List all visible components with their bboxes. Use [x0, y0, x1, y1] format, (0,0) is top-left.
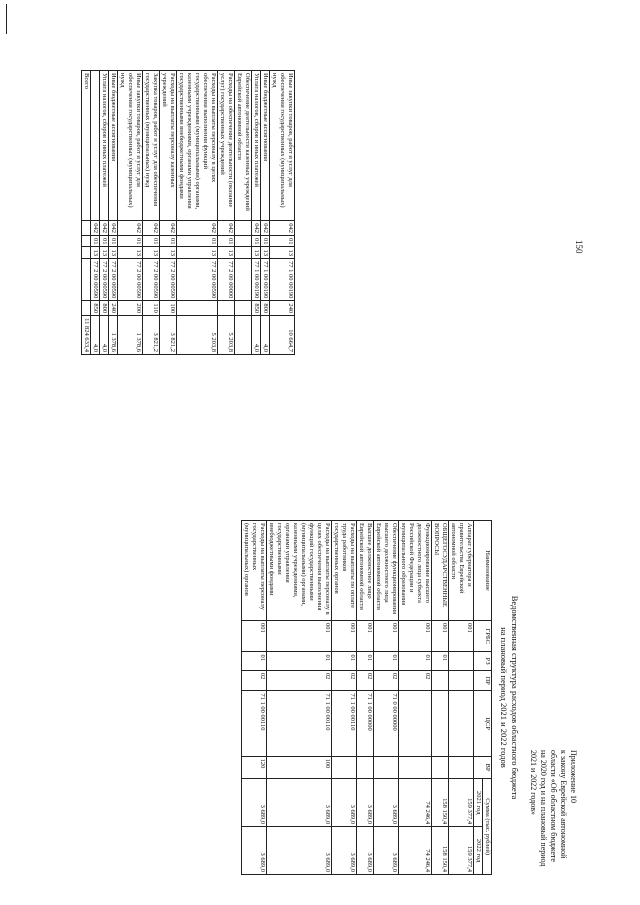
header-rz: РЗ — [474, 652, 492, 670]
row-2022: 74 246,4 — [399, 827, 432, 875]
row-pr: 02 — [399, 670, 432, 691]
row-2022: 158 150,4 — [432, 827, 449, 875]
row-vr: 120 — [242, 756, 267, 779]
row-gr — [235, 221, 252, 236]
header-2022: 2022 год — [474, 827, 483, 875]
row-pr: 13 — [218, 247, 235, 259]
row-name: Уплата налогов, сборов и иных платежей — [100, 71, 109, 221]
row-grbs: 001 — [432, 621, 449, 652]
table-row — [118, 71, 143, 355]
row-csr: 77 2 00 00590 — [143, 258, 160, 300]
row-sum: 4,0 — [100, 316, 109, 355]
document-title-line: Ведомственная структура расходов областного бюджета — [510, 595, 520, 800]
table-row — [235, 71, 252, 355]
row-sum: 1 378,6 — [109, 316, 118, 355]
row-pr: 13 — [270, 247, 295, 259]
row-gr: 042 — [160, 221, 177, 236]
row-2022: 3 689,0 — [357, 827, 374, 875]
row-gr: 042 — [143, 221, 160, 236]
top-table-region — [10, 70, 295, 390]
row-vr: 100 — [160, 301, 177, 316]
row-vr: 240 — [109, 301, 118, 316]
row-pr — [235, 247, 252, 259]
row-vr: 200 — [118, 301, 143, 316]
appendix-line: Приложение 10 — [569, 750, 578, 803]
row-csr: 77 1 00 00190 — [261, 258, 270, 300]
row-name: Расходы на выплаты персоналу государственных (муниципальных) органов — [242, 521, 267, 621]
row-sum: 11 824 633,4 — [82, 316, 91, 355]
row-rz: 01 — [332, 652, 357, 670]
row-grbs: 001 — [374, 621, 399, 652]
row-pr: 13 — [177, 247, 218, 259]
row-name: Расходы на обеспечение деятельности (оказание услуг) государственных учреждений — [218, 71, 235, 221]
row-rz: 01 — [267, 652, 332, 670]
row-pr: 02 — [242, 670, 267, 691]
row-csr — [449, 691, 474, 756]
document-title-line: на плановый период 2021 и 2022 годов — [499, 627, 509, 768]
row-vr: 800 — [261, 301, 270, 316]
table-row — [242, 521, 267, 875]
row-vr — [177, 301, 218, 316]
row-rz: 01 — [143, 235, 160, 247]
row-sum: 5 203,8 — [177, 316, 218, 355]
row-rz: 01 — [399, 652, 432, 670]
row-rz: 01 — [242, 652, 267, 670]
table-row — [218, 71, 235, 355]
row-vr: 850 — [91, 301, 100, 316]
row-csr: 77 1 00 00190 — [270, 258, 295, 300]
row-pr: 02 — [332, 670, 357, 691]
row-csr — [235, 258, 252, 300]
table-row — [252, 71, 261, 355]
row-name: Иные закупки товаров, работ и услуг для обеспечения государственных (муниципальных) нужд — [270, 71, 295, 221]
row-rz: 01 — [252, 235, 261, 247]
row-name: Иные бюджетные ассигнования — [261, 71, 270, 221]
table-row — [399, 521, 432, 875]
row-2022: 3 689,0 — [242, 827, 267, 875]
row-name — [91, 71, 100, 221]
budget-continuation-table — [81, 70, 295, 355]
row-name: Расходы на выплаты по оплате труда работников государственных органов — [332, 521, 357, 621]
table-row — [100, 71, 109, 355]
appendix-region — [138, 520, 578, 875]
row-sum: 4,0 — [91, 316, 100, 355]
row-pr — [82, 247, 91, 259]
appendix-header — [528, 750, 578, 880]
row-vr — [374, 756, 399, 779]
row-rz: 01 — [109, 235, 118, 247]
row-gr: 042 — [91, 221, 100, 236]
row-grbs: 001 — [449, 621, 474, 652]
row-grbs: 001 — [399, 621, 432, 652]
row-gr: 042 — [118, 221, 143, 236]
row-pr: 02 — [374, 670, 399, 691]
table-row — [270, 71, 295, 355]
row-csr: 77 2 00 00590 — [160, 258, 177, 300]
row-vr — [449, 756, 474, 779]
row-grbs: 001 — [242, 621, 267, 652]
table-row — [109, 71, 118, 355]
row-grbs: 001 — [332, 621, 357, 652]
row-2022: 159 377,4 — [449, 827, 474, 875]
document-title — [498, 520, 520, 875]
row-2021: 3 689,0 — [332, 779, 357, 827]
row-csr: 77 2 00 00590 — [118, 258, 143, 300]
row-rz: 01 — [177, 235, 218, 247]
row-pr: 02 — [267, 670, 332, 691]
row-rz: 01 — [100, 235, 109, 247]
row-2021: 159 377,4 — [449, 779, 474, 827]
row-csr: 71 1 00 00110 — [242, 691, 267, 756]
table-row — [357, 521, 374, 875]
row-2021: 158 150,4 — [432, 779, 449, 827]
row-csr — [82, 258, 91, 300]
row-rz — [82, 235, 91, 247]
row-name: Всего — [82, 71, 91, 221]
row-name: Обеспечение деятельности казенных учреждений Еврейской автономной области — [235, 71, 252, 221]
row-name: Обеспечение функционирования высшего должностного лица Еврейской автономной области — [374, 521, 399, 621]
row-name: Иные бюджетные ассигнования — [109, 71, 118, 221]
row-csr: 77 2 00 00590 — [177, 258, 218, 300]
row-name: Расходы на выплаты персоналу в целях обеспечения выполнения функций государственными (муниципальными) органами, казенными учреждениями, органами управления государственными внебюджетными фондами — [177, 71, 218, 221]
row-csr: 77 2 00 00590 — [100, 258, 109, 300]
row-name: ОБЩЕГОСУДАРСТВЕННЫЕ ВОПРОСЫ — [432, 521, 449, 621]
row-vr — [332, 756, 357, 779]
row-grbs: 001 — [357, 621, 374, 652]
row-csr: 71 1 00 00000 — [357, 691, 374, 756]
row-vr — [432, 756, 449, 779]
row-rz: 01 — [160, 235, 177, 247]
row-rz: 01 — [261, 235, 270, 247]
row-pr: 13 — [252, 247, 261, 259]
header-csr: ЦСР — [474, 691, 492, 756]
row-vr — [399, 756, 432, 779]
row-2021: 3 689,0 — [357, 779, 374, 827]
row-pr: 13 — [261, 247, 270, 259]
row-pr: 13 — [160, 247, 177, 259]
row-pr: 02 — [357, 670, 374, 691]
table-row — [160, 71, 177, 355]
header-sum: Сумма (тыс. рублей) — [483, 779, 492, 875]
table-row — [82, 71, 91, 355]
row-sum: 10 664,7 — [270, 316, 295, 355]
row-rz — [235, 235, 252, 247]
row-pr: 13 — [91, 247, 100, 259]
header-vr: ВР — [474, 756, 492, 779]
row-2022: 3 689,0 — [332, 827, 357, 875]
row-name: Расходы на выплаты персоналу в целях обеспечения выполнения функций государственными (муниципальными) органами, казенными учреждениями, органами управления государственными внебюджетными фондами — [267, 521, 332, 621]
row-sum: 3 821,2 — [143, 316, 160, 355]
table-row — [261, 71, 270, 355]
row-gr: 042 — [109, 221, 118, 236]
header-grbs: ГРБС — [474, 621, 492, 652]
row-pr: 13 — [143, 247, 160, 259]
row-pr — [449, 670, 474, 691]
row-rz: 01 — [91, 235, 100, 247]
row-csr — [399, 691, 432, 756]
table-row — [432, 521, 449, 875]
row-2022: 3 689,0 — [374, 827, 399, 875]
row-2021: 74 246,4 — [399, 779, 432, 827]
page-edge-mark — [6, 4, 7, 34]
row-2021: 3 689,0 — [374, 779, 399, 827]
row-name: Аппарат губернатора и правительства Еврейской автономной области — [449, 521, 474, 621]
row-csr: 77 2 00 00590 — [91, 258, 100, 300]
row-csr: 71 0 00 00000 — [374, 691, 399, 756]
table-row — [177, 71, 218, 355]
row-csr: 77 2 00 00000 — [218, 258, 235, 300]
row-gr: 042 — [252, 221, 261, 236]
appendix-line: области «Об областном бюджете — [549, 750, 558, 862]
row-rz: 01 — [374, 652, 399, 670]
row-vr — [218, 301, 235, 316]
row-name: Расходы на выплаты персоналу казенных учреждений — [160, 71, 177, 221]
row-sum: 1 378,6 — [118, 316, 143, 355]
row-2022: 3 689,0 — [267, 827, 332, 875]
row-gr: 042 — [100, 221, 109, 236]
row-sum: 3 821,2 — [160, 316, 177, 355]
row-name: Уплата налогов, сборов и иных платежей — [252, 71, 261, 221]
row-pr: 13 — [100, 247, 109, 259]
row-csr: 71 1 00 00110 — [332, 691, 357, 756]
table-row — [267, 521, 332, 875]
appendix-line: к закону Еврейской автономной — [559, 750, 568, 859]
row-gr: 042 — [177, 221, 218, 236]
row-csr: 77 1 00 00190 — [252, 258, 261, 300]
header-pr: ПР — [474, 670, 492, 691]
row-gr: 042 — [261, 221, 270, 236]
row-csr — [432, 691, 449, 756]
table-row — [332, 521, 357, 875]
row-vr — [82, 301, 91, 316]
table-row — [143, 71, 160, 355]
table-row — [91, 71, 100, 355]
header-name: Наименование — [474, 521, 492, 621]
row-name: Закупка товаров, работ и услуг для обеспечения государственных (муниципальных) нужд — [143, 71, 160, 221]
row-pr: 13 — [109, 247, 118, 259]
row-csr: 77 2 00 00590 — [109, 258, 118, 300]
table-row — [374, 521, 399, 875]
row-rz: 01 — [357, 652, 374, 670]
row-rz: 01 — [270, 235, 295, 247]
row-rz: 01 — [218, 235, 235, 247]
row-gr: 042 — [218, 221, 235, 236]
row-name: Иные закупки товаров, работ и услуг для обеспечения государственных (муниципальных) нужд — [118, 71, 143, 221]
row-sum: 4,0 — [252, 316, 261, 355]
row-rz — [449, 652, 474, 670]
row-vr: 110 — [143, 301, 160, 316]
appendix-line: 2021 и 2022 годов» — [529, 750, 538, 815]
page-number: 150 — [574, 240, 584, 254]
row-vr: 800 — [100, 301, 109, 316]
row-csr: 71 1 00 00110 — [267, 691, 332, 756]
row-sum: 4,0 — [261, 316, 270, 355]
departmental-structure-table — [241, 520, 492, 875]
row-sum — [235, 316, 252, 355]
row-2021: 3 689,0 — [267, 779, 332, 827]
row-vr: 100 — [267, 756, 332, 779]
row-sum: 5 203,8 — [218, 316, 235, 355]
row-vr: 240 — [270, 301, 295, 316]
header-2021: 2021 год — [474, 779, 483, 827]
row-gr: 042 — [270, 221, 295, 236]
row-pr — [432, 670, 449, 691]
row-vr: 850 — [252, 301, 261, 316]
row-rz: 01 — [432, 652, 449, 670]
row-rz: 01 — [118, 235, 143, 247]
appendix-line: на 2020 год и на плановый период — [539, 750, 548, 867]
row-pr: 13 — [118, 247, 143, 259]
row-name: Функционирование высшего должностного лица субъекта Российской Федерации и муниципального образования — [399, 521, 432, 621]
row-vr — [357, 756, 374, 779]
table-row — [449, 521, 474, 875]
row-grbs: 001 — [267, 621, 332, 652]
row-name: Высшее должностное лицо Еврейской автономной области — [357, 521, 374, 621]
row-vr — [235, 301, 252, 316]
row-gr — [82, 221, 91, 236]
row-2021: 3 689,0 — [242, 779, 267, 827]
